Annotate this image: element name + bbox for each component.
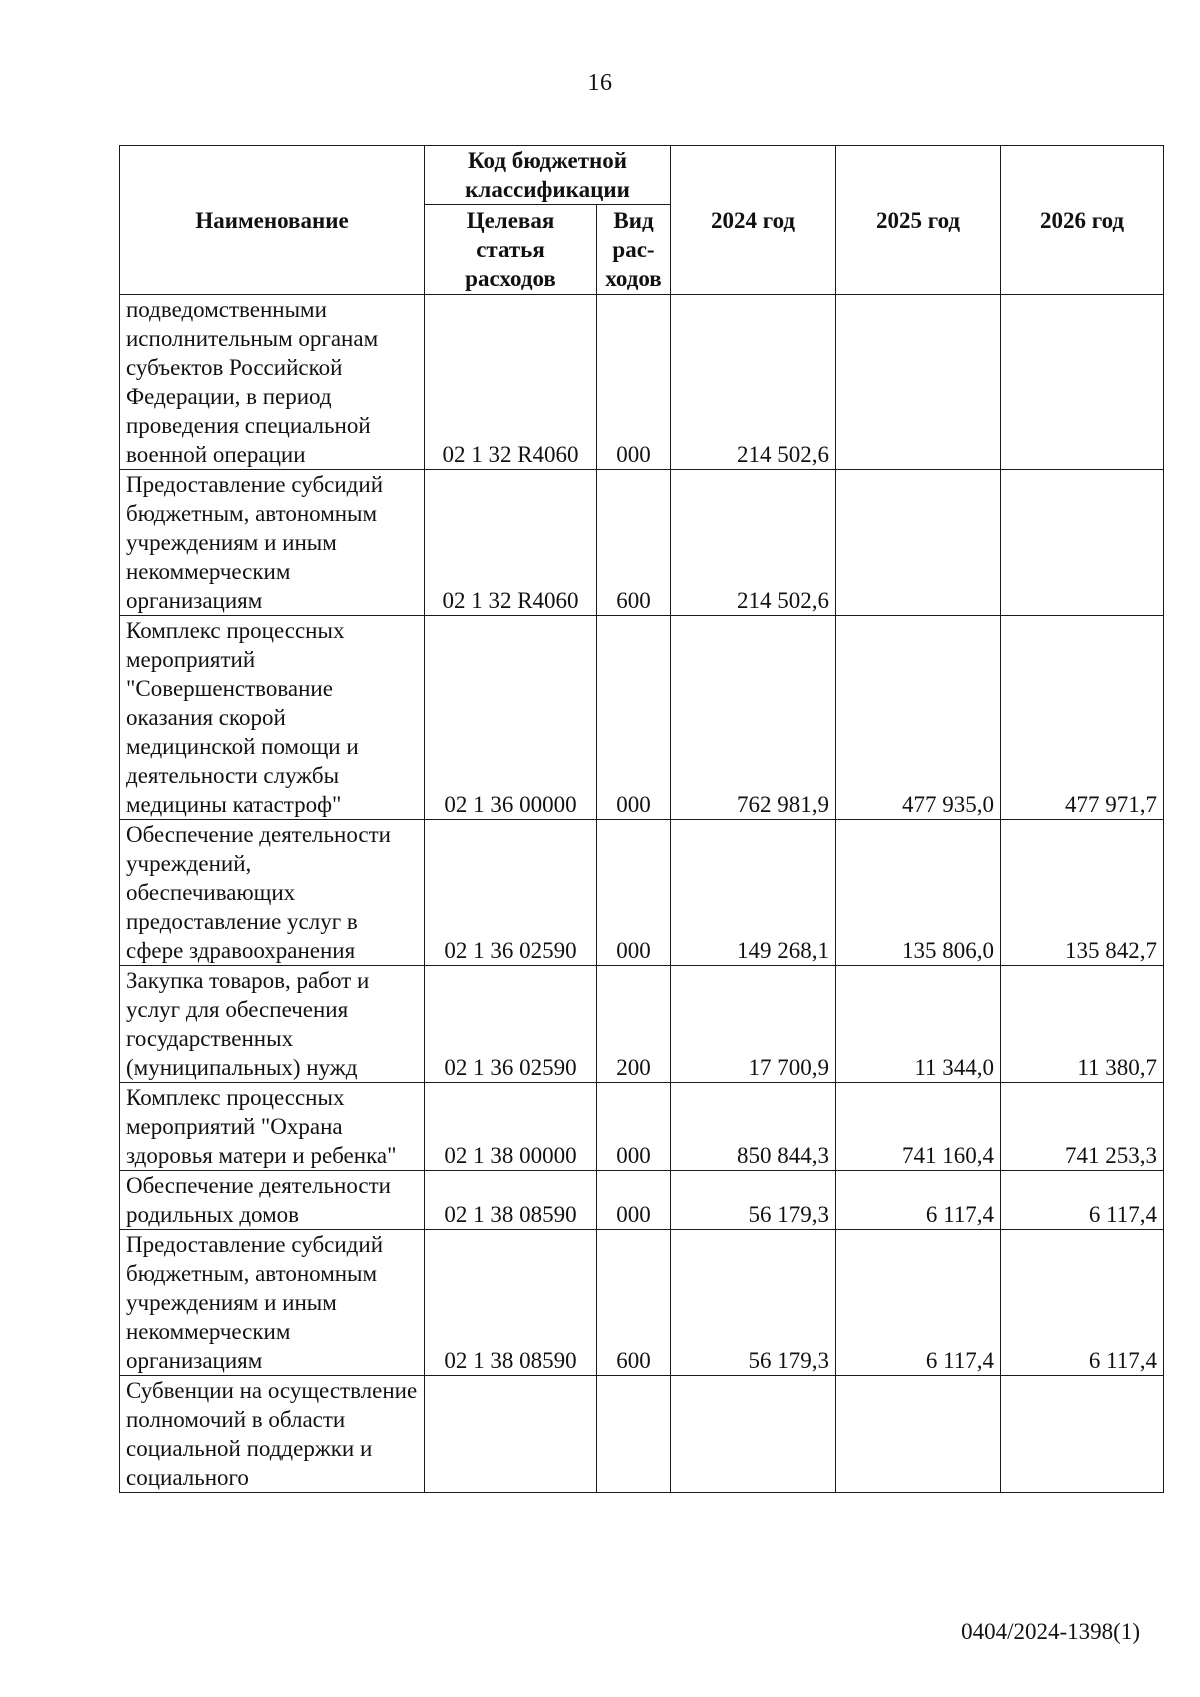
header-name: Наименование [120, 146, 425, 295]
header-bk-group: Код бюджетной классификации [425, 146, 671, 205]
row-2026-value-cell [1001, 1376, 1164, 1493]
row-2026-value-cell: 477 971,7 [1001, 616, 1164, 820]
row-2026-value-cell: 741 253,3 [1001, 1083, 1164, 1171]
row-2025-value-cell: 477 935,0 [836, 616, 1001, 820]
row-2025-value-cell [836, 1376, 1001, 1493]
row-target-code-cell: 02 1 36 02590 [425, 820, 597, 966]
row-2026-value-cell: 6 117,4 [1001, 1171, 1164, 1230]
row-2024-value-cell: 149 268,1 [671, 820, 836, 966]
row-2024-value-cell: 214 502,6 [671, 295, 836, 470]
row-expense-type-cell [597, 1376, 671, 1493]
row-name-cell: Субвенции на осуществление полномочий в области социальной поддержки и социального [120, 1376, 425, 1493]
row-target-code-cell: 02 1 32 R4060 [425, 470, 597, 616]
document-reference: 0404/2024-1398(1) [961, 1619, 1140, 1644]
row-name-cell: Комплекс процессных мероприятий "Совершенствование оказания скорой медицинской помощи и деятельности службы медицины катастроф" [120, 616, 425, 820]
row-expense-type-cell: 600 [597, 1230, 671, 1376]
row-2024-value-cell [671, 1376, 836, 1493]
row-2026-value-cell: 11 380,7 [1001, 966, 1164, 1083]
row-target-code-cell: 02 1 36 02590 [425, 966, 597, 1083]
table-header [120, 146, 1164, 295]
row-target-code-cell: 02 1 32 R4060 [425, 295, 597, 470]
row-expense-type-cell: 000 [597, 295, 671, 470]
row-2026-value-cell: 135 842,7 [1001, 820, 1164, 966]
row-2025-value-cell [836, 470, 1001, 616]
row-2024-value-cell: 214 502,6 [671, 470, 836, 616]
row-2025-value-cell: 135 806,0 [836, 820, 1001, 966]
row-2026-value-cell [1001, 470, 1164, 616]
row-2024-value-cell: 56 179,3 [671, 1171, 836, 1230]
row-2024-value-cell: 850 844,3 [671, 1083, 836, 1171]
page-number: 16 [587, 70, 613, 96]
row-target-code-cell [425, 1376, 597, 1493]
row-2024-value-cell: 56 179,3 [671, 1230, 836, 1376]
header-2026: 2026 год [1001, 146, 1164, 295]
row-expense-type-cell: 600 [597, 470, 671, 616]
budget-table [119, 145, 1164, 1493]
row-2025-value-cell: 741 160,4 [836, 1083, 1001, 1171]
row-expense-type-cell: 000 [597, 616, 671, 820]
table-row [120, 616, 1164, 820]
row-name-cell: Обеспечение деятельности родильных домов [120, 1171, 425, 1230]
row-2025-value-cell [836, 295, 1001, 470]
row-target-code-cell: 02 1 38 08590 [425, 1230, 597, 1376]
table-row [120, 1083, 1164, 1171]
table-row [120, 820, 1164, 966]
row-name-cell: Предоставление субсидий бюджетным, автономным учреждениям и иным некоммерческим организациям [120, 1230, 425, 1376]
header-expense-type: Вид рас-ходов [597, 205, 671, 295]
row-2024-value-cell: 762 981,9 [671, 616, 836, 820]
header-2024: 2024 год [671, 146, 836, 295]
table-row [120, 295, 1164, 470]
row-expense-type-cell: 000 [597, 1171, 671, 1230]
row-name-cell: Предоставление субсидий бюджетным, автономным учреждениям и иным некоммерческим организациям [120, 470, 425, 616]
row-2026-value-cell [1001, 295, 1164, 470]
row-name-cell: Комплекс процессных мероприятий "Охрана здоровья матери и ребенка" [120, 1083, 425, 1171]
table-row [120, 1376, 1164, 1493]
table-row [120, 966, 1164, 1083]
row-expense-type-cell: 000 [597, 820, 671, 966]
table-body [120, 295, 1164, 1493]
row-2026-value-cell: 6 117,4 [1001, 1230, 1164, 1376]
header-target-article: Целевая статья расходов [425, 205, 597, 295]
row-target-code-cell: 02 1 36 00000 [425, 616, 597, 820]
row-expense-type-cell: 200 [597, 966, 671, 1083]
row-name-cell: подведомственными исполнительным органам субъектов Российской Федерации, в период проведения специальной военной операции [120, 295, 425, 470]
row-target-code-cell: 02 1 38 08590 [425, 1171, 597, 1230]
row-expense-type-cell: 000 [597, 1083, 671, 1171]
table-row [120, 1171, 1164, 1230]
row-name-cell: Обеспечение деятельности учреждений, обеспечивающих предоставление услуг в сфере здравоохранения [120, 820, 425, 966]
table-row [120, 1230, 1164, 1376]
row-name-cell: Закупка товаров, работ и услуг для обеспечения государственных (муниципальных) нужд [120, 966, 425, 1083]
row-2025-value-cell: 6 117,4 [836, 1230, 1001, 1376]
row-target-code-cell: 02 1 38 00000 [425, 1083, 597, 1171]
row-2025-value-cell: 11 344,0 [836, 966, 1001, 1083]
row-2025-value-cell: 6 117,4 [836, 1171, 1001, 1230]
header-2025: 2025 год [836, 146, 1001, 295]
table-row [120, 470, 1164, 616]
row-2024-value-cell: 17 700,9 [671, 966, 836, 1083]
